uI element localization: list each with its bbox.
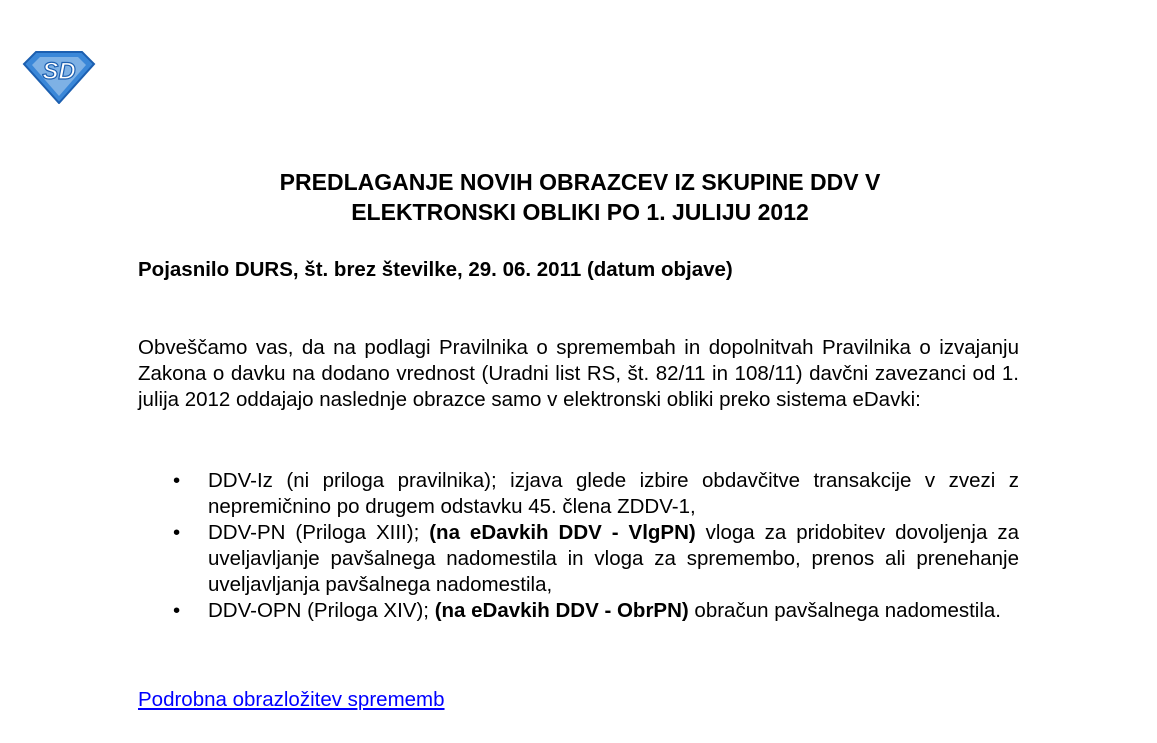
list-item-text: DDV-Iz (ni priloga pravilnika); izjava glede izbire obdavčitve transakcije v zvezi z nepremičnino po drugem odstavku 45. člena ZDDV-1,: [208, 469, 1019, 518]
bullet-icon: •: [173, 521, 181, 544]
svg-text:SD: SD: [42, 58, 76, 85]
list-item-suffix: obračun pavšalnega nadomestila.: [688, 599, 1001, 622]
document-subtitle: Pojasnilo DURS, št. brez številke, 29. 06. 2011 (datum objave): [138, 258, 733, 281]
list-item-prefix: DDV-PN (Priloga XIII);: [208, 521, 430, 544]
list-item-prefix: DDV-OPN (Priloga XIV);: [208, 599, 435, 622]
sd-logo: [22, 48, 96, 104]
list-item: [138, 468, 1019, 520]
bullet-icon: •: [173, 599, 181, 622]
list-item-bold: (na eDavkih DDV - VlgPN): [429, 521, 696, 544]
title-line-2: ELEKTRONSKI OBLIKI PO 1. JULIJU 2012: [351, 199, 809, 225]
list-item-bold: (na eDavkih DDV - ObrPN): [434, 599, 689, 622]
title-line-1: PREDLAGANJE NOVIH OBRAZCEV IZ SKUPINE DDV V: [279, 169, 881, 195]
intro-paragraph: Obveščamo vas, da na podlagi Pravilnika o spremembah in dopolnitvah Pravilnika o izvajanju Zakona o davku na dodano vrednost (Uradni list RS, št. 82/11 in 108/11) davčni zavezanci od 1. julija 2012 oddajajo naslednje obrazce samo v elektronski obliki preko sistema eDavki:: [138, 336, 1019, 411]
bullet-icon: •: [173, 469, 181, 492]
list-item: [138, 598, 1019, 624]
document-title: [140, 167, 1020, 227]
list-item-suffix: vloga za pridobitev dovoljenja za uveljavljanje pavšalnega nadomestila in vloga za spremembo, prenos ali prenehanje uveljavljanja pavšalnega nadomestila,: [208, 521, 1019, 596]
form-list: [138, 468, 1019, 624]
details-link[interactable]: Podrobna obrazložitev sprememb: [138, 688, 445, 711]
list-item: [138, 520, 1019, 598]
